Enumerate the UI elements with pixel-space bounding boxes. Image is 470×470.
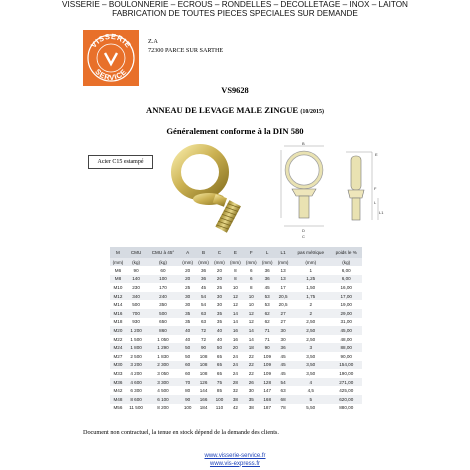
table-cell: 2 [309,302,313,308]
table-cell: 30 [180,292,196,301]
table-cell: 230 [132,284,140,290]
table-cell: 5,50 [306,405,316,411]
table-cell: (mm) [110,258,126,266]
table-cell: 4 [291,378,330,387]
table-cell: M36 [110,378,126,387]
table-cell: 880,00 [339,405,354,411]
table-cell: 40 [212,326,228,335]
table-cell: M10 [113,284,123,290]
table-cell: 8 [250,284,253,290]
table-cell: 28 [227,378,243,387]
table-cell: M30 [110,361,126,370]
table-header-row [110,247,362,258]
table-cell: L1 [275,247,291,258]
table-cell: 53 [264,302,270,308]
table-cell: 17 [280,284,286,290]
table-cell: 90 [259,343,275,352]
table-cell: 80 [185,388,191,394]
label-c: C [302,234,305,239]
table-row [110,318,362,327]
table-cell: 63 [280,388,286,394]
table-cell: 71 [259,326,275,335]
table-cell: 240 [146,292,179,301]
table-cell: 8 600 [126,395,146,404]
table-cell: 12 [232,302,238,308]
footer-links [0,453,470,468]
table-cell: 860 [146,326,179,335]
table-cell: 1 050 [157,336,169,342]
table-cell: 14 [232,319,238,325]
table-row [110,404,362,413]
table-cell: 45 [264,284,270,290]
table-cell: 60 [185,370,191,376]
table-cell: 3,50 [291,361,330,370]
logo-bottom-text: SERVICE [93,67,129,83]
table-cell: B [196,247,212,258]
table-cell: 187 [263,405,272,411]
table-cell: 32 [232,388,238,394]
table-cell: M16 [110,309,126,318]
table-cell: 20 [180,275,196,284]
table-cell: 3 [291,343,330,352]
product-reference: VS9628 [221,86,249,95]
table-cell: 650 [159,319,167,325]
table-cell: 14 [227,309,243,318]
label-d: D [302,228,305,233]
table-cell: 60 [180,361,196,370]
table-cell: 35 [212,309,228,318]
table-cell: 78 [280,405,286,411]
table-cell: 63 [201,319,207,325]
table-cell: F [243,247,259,258]
table-cell: 17,00 [330,292,362,301]
table-cell: 35 [180,309,196,318]
table-cell: 20 [212,275,228,284]
table-cell: 168 [259,395,275,404]
table-cell: 1 200 [126,326,146,335]
table-cell: 27 [275,309,291,318]
table-row [110,275,362,284]
table-cell: E [227,247,243,258]
table-cell: 10 [243,292,259,301]
conformity-statement: Généralement conforme à la DIN 580 [166,126,304,136]
table-cell: 16,00 [340,284,352,290]
table-cell: 53 [259,292,275,301]
table-cell: pas métrique [291,247,330,258]
table-cell: 36 [201,267,207,273]
table-cell: 140 [126,275,146,284]
table-cell: (mm) [291,258,330,266]
table-cell: 20 [185,267,191,273]
specifications-table [110,247,362,412]
table-cell: 30 [185,302,191,308]
table-cell: 271,00 [330,378,362,387]
table-cell: 16 [232,336,238,342]
table-cell: 2,50 [306,319,316,325]
table-cell: 100 [212,395,228,404]
table-cell: 8 [234,267,237,273]
table-cell: 30 [248,388,254,394]
table-cell: 25 [185,284,191,290]
table-cell: 30 [275,326,291,335]
table-cell: 90 [133,267,139,273]
table-cell: 22 [248,370,254,376]
table-cell: (mm) [196,258,212,266]
table-cell: M48 [110,395,126,404]
table-cell: 4 600 [126,378,146,387]
table-cell: 12 [248,319,254,325]
label-l: L [374,200,377,205]
table-cell: 24 [232,370,238,376]
label-l1: L1 [379,210,384,215]
table-cell: 340 [126,292,146,301]
table-cell: (mm) [227,258,243,266]
table-row [110,369,362,378]
table-cell: M20 [110,326,126,335]
website-link-2[interactable]: www.vis-express.fr [209,460,260,467]
table-cell: 8 200 [157,405,169,411]
table-cell: 11 500 [129,405,143,411]
table-cell: 1,75 [291,292,330,301]
table-cell: 50 [180,343,196,352]
table-cell: 930 [132,319,140,325]
table-cell: 13 [280,267,286,273]
table-cell: 26 [243,378,259,387]
table-cell: 190,00 [339,370,354,376]
table-cell: 45 [280,370,286,376]
table-cell: 1,50 [306,284,316,290]
table-cell: 4,5 [307,388,314,394]
table-cell: M6 [114,267,122,273]
table-cell: 27 [280,319,286,325]
table-cell: 3,50 [306,370,316,376]
table-cell: 36 [275,343,291,352]
table-cell: 40 [180,326,196,335]
table-cell: 170 [159,284,167,290]
table-cell: 63 [196,309,212,318]
table-cell: CMU [126,247,146,258]
table-row [110,283,362,292]
table-cell: 45,00 [330,326,362,335]
table-cell: 75 [212,378,228,387]
table-cell: 350 [159,302,167,308]
label-f: F [374,186,377,191]
table-cell: M18 [113,319,123,325]
table-cell: (kg) [146,258,179,266]
address-line-2: 72300 PARCE SUR SARTHE [148,47,224,54]
table-cell: 62 [259,309,275,318]
table-unit-row [110,258,362,266]
table-cell: 22 [243,361,259,370]
table-cell: M8 [110,275,126,284]
table-cell: 166 [196,395,212,404]
table-cell: 14 [243,326,259,335]
table-cell: 147 [263,388,272,394]
table-cell: 13 [275,275,291,284]
table-cell: 38 [248,405,254,411]
table-cell: 54 [201,302,207,308]
header-line-2: FABRICATION DE TOUTES PIECES SPECIALES SUR DEMANDE [112,9,358,18]
table-cell: 100 [146,275,179,284]
table-cell: 35 [216,319,223,325]
table-row [110,378,362,387]
table-cell: 35 [243,395,259,404]
table-cell: 108 [196,361,212,370]
table-cell: (mm) [275,258,291,266]
label-b: B [302,142,305,146]
table-cell: 620,00 [330,395,362,404]
label-e: E [375,152,378,157]
table-cell: 14 [248,336,254,342]
table-cell: 6 [250,267,253,273]
table-cell: (mm) [259,258,275,266]
technical-drawing [278,142,388,242]
table-cell: (mm) [212,258,228,266]
table-cell: 1 [309,267,313,273]
website-link-1[interactable]: www.visserie-service.fr [204,453,266,459]
company-logo [83,30,139,86]
table-cell: 2 300 [146,361,179,370]
table-cell: 5 [291,395,330,404]
table-row [110,352,362,361]
eye-bolt-photo [168,140,258,240]
table-cell: 38 [227,395,243,404]
table-row [110,266,362,275]
table-cell: (mm) [243,258,259,266]
table-cell: 6 100 [146,395,179,404]
table-cell: 68 [275,395,291,404]
table-cell: 128 [259,378,275,387]
table-cell: 109 [263,353,272,359]
table-cell: 108 [199,353,208,359]
table-cell: 1 500 [130,336,142,342]
table-cell: 19,00 [340,302,352,308]
table-row [110,361,362,370]
table-cell: 500 [146,309,179,318]
table-cell: 154,00 [330,361,362,370]
table-cell: 29,00 [330,309,362,318]
table-cell: 20,5 [275,292,291,301]
table-cell: 4 500 [157,388,169,394]
table-cell: 109 [259,361,275,370]
table-cell: A [180,247,196,258]
table-cell: M42 [113,388,123,394]
table-cell: 3 200 [126,361,146,370]
table-cell: 25 [216,284,223,290]
table-cell: 100 [183,405,192,411]
table-cell: 36 [259,275,275,284]
table-cell: M22 [113,336,123,342]
table-cell: 40 [185,336,191,342]
table-cell: 70 [180,378,196,387]
table-cell: 6 [243,275,259,284]
table-cell: 22 [248,353,254,359]
table-cell: 30 [212,292,228,301]
table-cell: 2 500 [130,353,142,359]
product-title-note: (10/2015) [300,109,324,115]
table-cell: 10 [248,302,254,308]
table-cell: 45 [280,353,286,359]
table-cell: 8 [227,275,243,284]
table-cell: M [110,247,126,258]
table-cell: M12 [110,292,126,301]
table-cell: 35 [185,319,191,325]
table-cell: 184 [199,405,208,411]
table-cell: C [212,247,228,258]
table-cell: 24 [232,353,238,359]
table-cell: 54 [196,292,212,301]
table-cell: M56 [113,405,123,411]
table-cell: 109 [263,370,272,376]
table-cell: (kg) [330,258,362,266]
table-cell: 425,00 [339,388,354,394]
table-cell: 2,50 [306,336,316,342]
product-title [0,105,470,115]
table-cell: poids le % [330,247,362,258]
table-cell: 12 [227,292,243,301]
table-cell: 65 [212,361,228,370]
table-cell: 3 300 [146,378,179,387]
table-row [110,386,362,395]
table-cell: 40 [216,336,223,342]
table-cell: 1,25 [291,275,330,284]
header-line-1: VISSERIE – BOULONNERIE – ECROUS – RONDELLES – DECOLLETAGE – INOX – LAITON [62,0,408,9]
table-cell: 65 [216,353,223,359]
table-cell: 2,50 [291,326,330,335]
table-row [110,309,362,318]
table-cell: 20,5 [278,302,288,308]
table-cell: 62 [264,319,270,325]
table-cell: 50 [212,343,228,352]
table-cell: 30 [280,336,286,342]
table-cell: 45 [275,361,291,370]
table-row [110,292,362,301]
table-cell: 3,50 [306,353,316,359]
table-cell: 88,00 [330,343,362,352]
logo-top-text: VISSERIE [88,31,134,50]
table-cell: 72 [201,336,207,342]
table-cell: 18 [243,343,259,352]
table-cell: 72 [196,326,212,335]
table-cell: 45 [201,284,207,290]
table-cell: 48,00 [340,336,352,342]
table-cell: M27 [113,353,123,359]
table-cell: 42 [232,405,238,411]
table-cell: 65 [216,370,223,376]
table-cell: 10 [232,284,238,290]
address-line-1: Z.A [148,38,158,45]
table-cell: 85 [216,388,223,394]
table-cell: 36 [264,267,270,273]
table-cell: 108 [199,370,208,376]
header [0,0,470,18]
table-row [110,395,362,404]
table-cell: 71 [264,336,270,342]
table-cell: 90,00 [340,353,352,359]
table-cell: 90 [196,343,212,352]
table-cell: 2 [291,309,330,318]
table-cell: 6,00 [341,267,351,273]
table-row [110,326,362,335]
table-cell: 12 [243,309,259,318]
table-cell: L [259,247,275,258]
material-label: Acier C15 estampé [88,155,153,169]
table-cell: (kg) [126,258,146,266]
table-cell: 110 [215,405,224,411]
table-cell: 1 830 [157,353,169,359]
table-cell: 700 [126,309,146,318]
table-cell: 16 [227,326,243,335]
table-cell: 4 200 [130,370,142,376]
table-cell: 54 [275,378,291,387]
table-cell: 31,00 [340,319,352,325]
table-cell: 6,00 [330,275,362,284]
table-cell: 30 [216,302,223,308]
table-cell: 90 [180,395,196,404]
table-row [110,335,362,344]
table-row [110,343,362,352]
table-cell: 20 [227,343,243,352]
table-cell: 6 300 [130,388,142,394]
table-cell: 1 800 [126,343,146,352]
table-cell: 36 [196,275,212,284]
table-cell: 50 [185,353,191,359]
disclaimer-note: Document non contractuel, la tenue en stock dépend de la demande des clients. [83,429,279,436]
table-cell: 24 [227,361,243,370]
table-cell: M14 [113,302,123,308]
table-cell: 20 [216,267,223,273]
table-cell: 1 290 [146,343,179,352]
table-cell: 500 [132,302,140,308]
table-cell: M33 [113,370,123,376]
company-address [148,37,223,55]
table-row [110,300,362,309]
table-cell: 60 [160,267,166,273]
table-cell: 144 [199,388,208,394]
table-cell: M24 [110,343,126,352]
table-cell: (mm) [180,258,196,266]
table-cell: 3 050 [157,370,169,376]
table-cell: 126 [196,378,212,387]
product-title-text: ANNEAU DE LEVAGE MALE ZINGUE [146,105,299,115]
table-cell: CMU à 45° [146,247,179,258]
